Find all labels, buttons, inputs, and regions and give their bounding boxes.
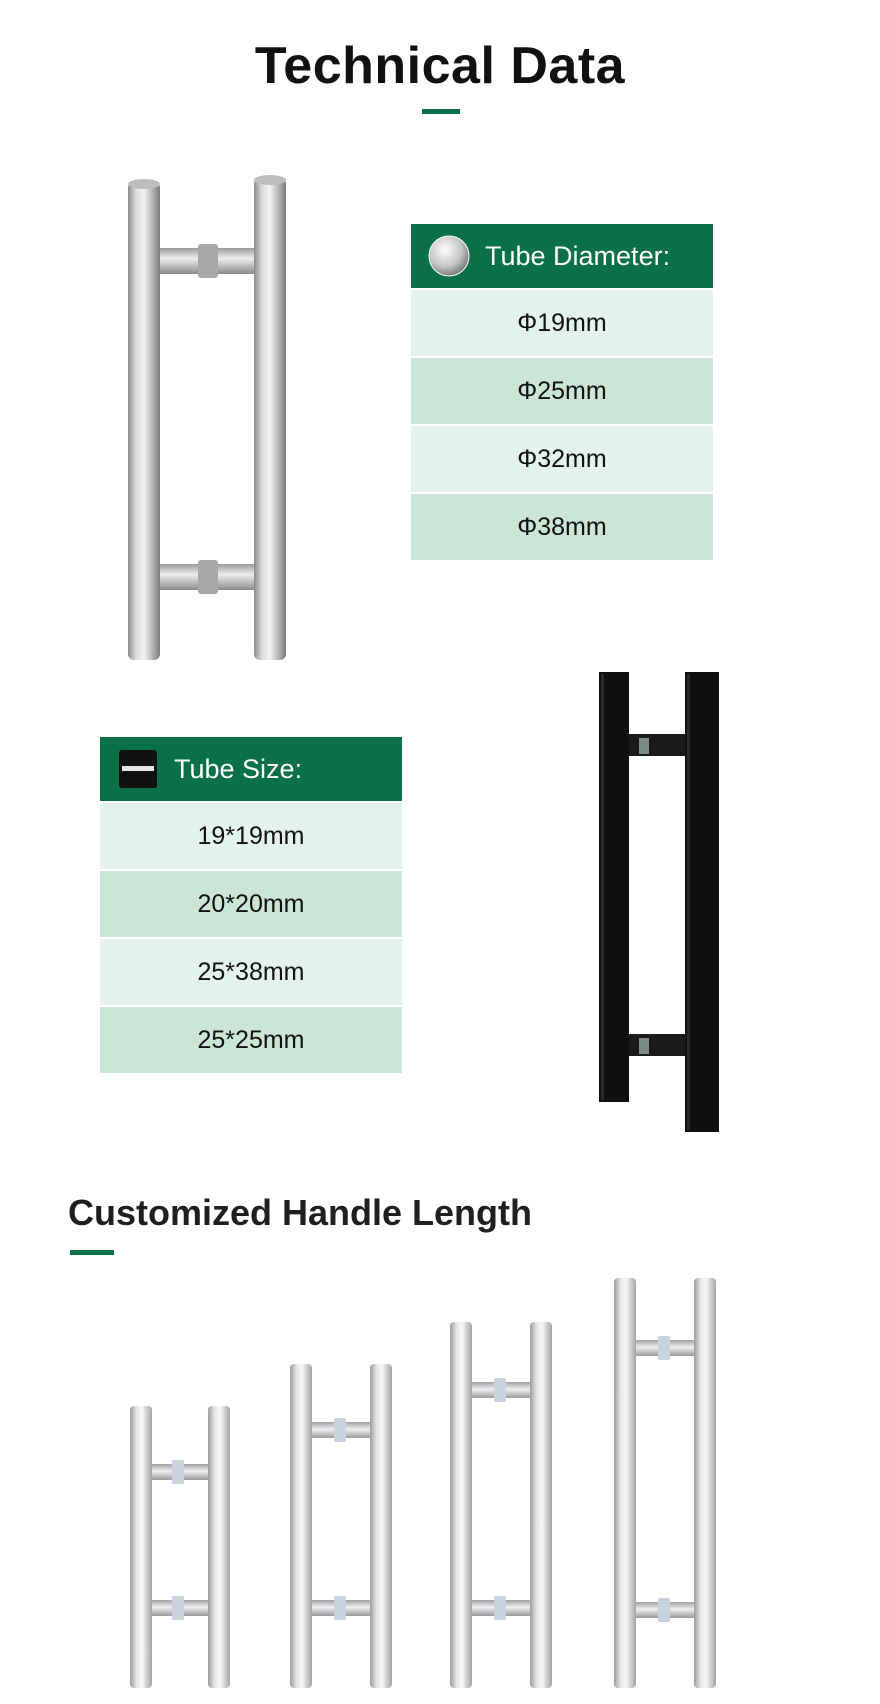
tube-size-row: [100, 801, 402, 869]
square-handle-image: [595, 668, 725, 1136]
tube-size-row: [100, 869, 402, 937]
row-value: Φ25mm: [517, 376, 607, 405]
row-value: 25*38mm: [197, 957, 305, 986]
tube-size-row: [100, 937, 402, 1005]
tube-diameter-row: [411, 356, 713, 424]
tube-size-header: [100, 737, 402, 801]
section-underline: [70, 1250, 114, 1255]
handle-size-3: [450, 1322, 552, 1688]
tube-diameter-label: Tube Diameter:: [485, 240, 671, 271]
handle-size-1: [130, 1406, 230, 1688]
handle-size-2: [290, 1364, 392, 1688]
row-value: 20*20mm: [197, 889, 305, 918]
tube-diameter-table: [411, 224, 713, 560]
row-value: Φ38mm: [517, 512, 607, 541]
title-underline: [422, 109, 460, 114]
row-value: Φ19mm: [517, 308, 607, 337]
tube-size-row: [100, 1005, 402, 1073]
tube-diameter-row: [411, 492, 713, 560]
row-value: 25*25mm: [197, 1025, 305, 1054]
tube-size-table: [100, 737, 402, 1073]
round-handle-image: [120, 170, 300, 660]
row-value: 19*19mm: [197, 821, 305, 850]
tube-diameter-row: [411, 288, 713, 356]
square-tube-icon: [110, 749, 166, 789]
tube-size-label: Tube Size:: [174, 753, 303, 784]
page-title: Technical Data: [254, 37, 626, 95]
section-title: Customized Handle Length: [68, 1192, 533, 1233]
handle-length-row-image: [120, 1270, 760, 1690]
round-tube-icon: [421, 235, 477, 277]
row-value: Φ32mm: [517, 444, 607, 473]
handle-size-4: [614, 1278, 716, 1688]
tube-diameter-header: [411, 224, 713, 288]
tube-diameter-row: [411, 424, 713, 492]
